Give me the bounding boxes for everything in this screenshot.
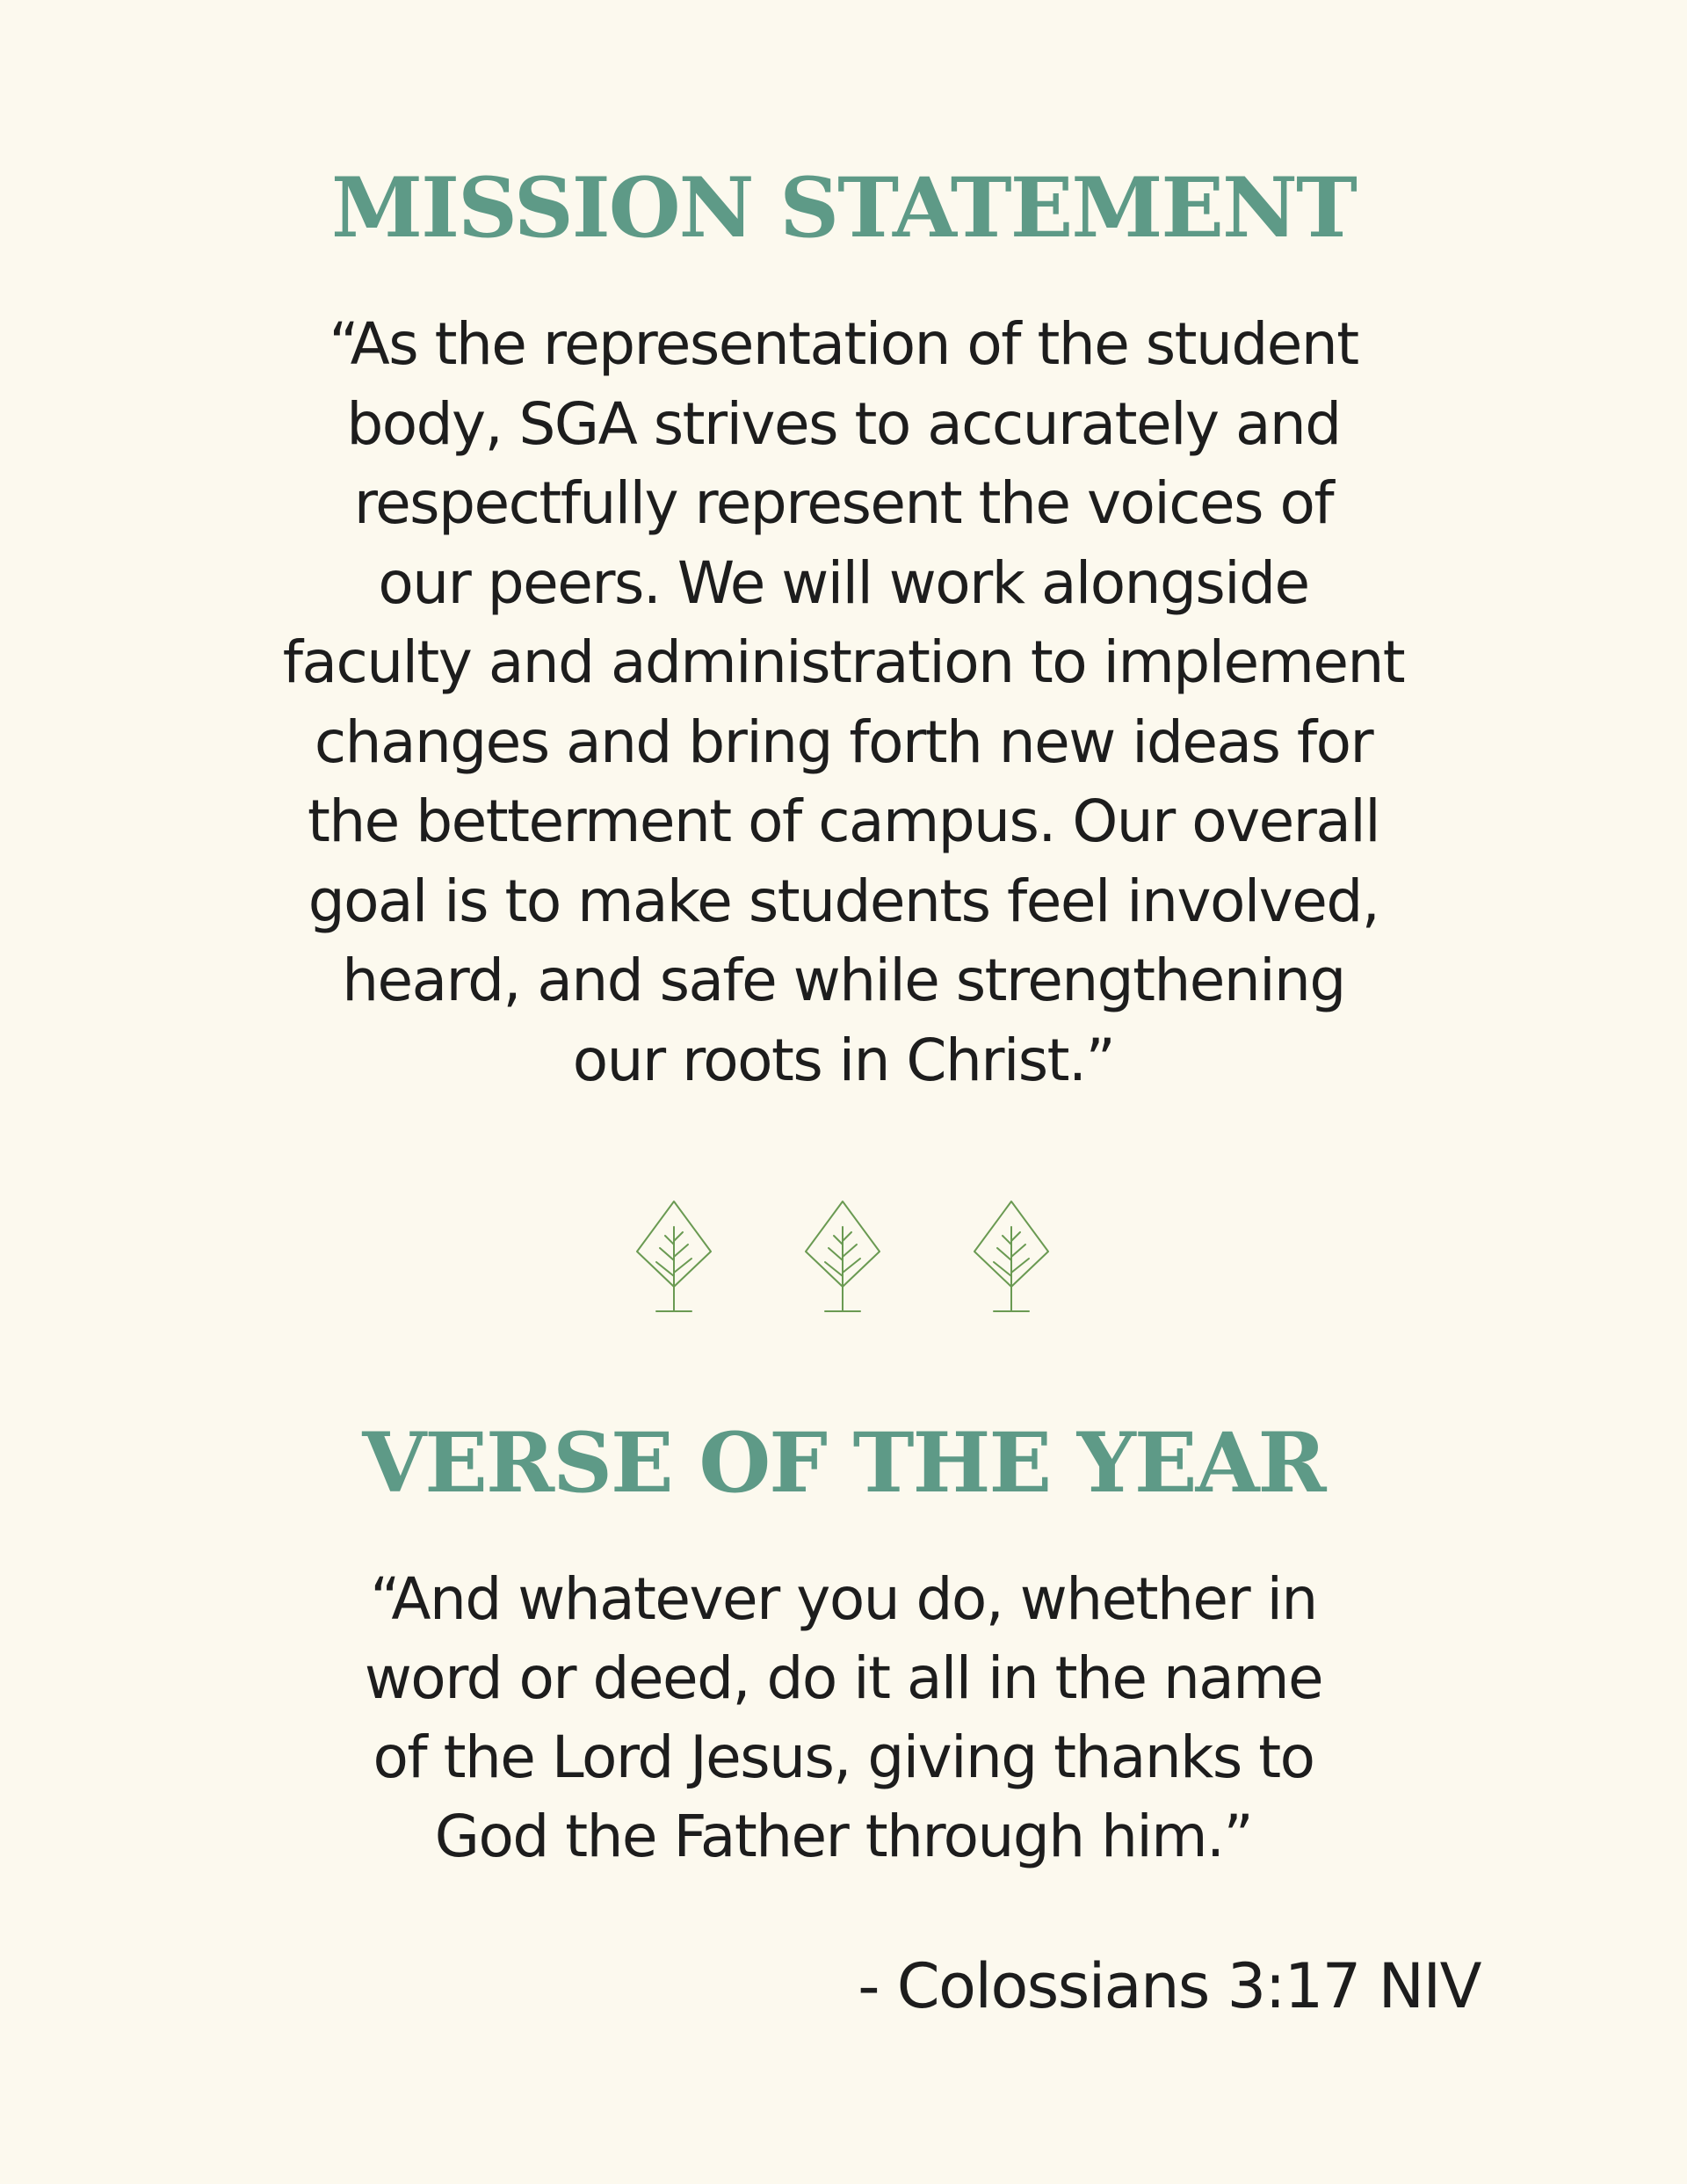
mission-line: the betterment of campus. Our overall: [307, 787, 1380, 855]
tree-divider: [0, 1199, 1687, 1315]
mission-statement-text: [0, 305, 1687, 1100]
mission-line: our roots in Christ.”: [572, 1026, 1115, 1094]
verse-line: word or deed, do it all in the name: [364, 1644, 1323, 1712]
mission-line: changes and bring forth new ideas for: [314, 707, 1373, 776]
verse-line: God the Father through him.”: [434, 1803, 1253, 1870]
tree-icon: [802, 1199, 883, 1315]
mission-line: “As the representation of the student: [329, 310, 1358, 378]
tree-icon: [971, 1199, 1052, 1315]
verse-text: [0, 1560, 1687, 1876]
mission-line: faculty and administration to implement: [282, 628, 1405, 696]
mission-line: our peers. We will work alongside: [378, 548, 1309, 617]
mission-line: goal is to make students feel involved,: [308, 867, 1379, 935]
verse-citation: - Colossians 3:17 NIV: [858, 1950, 1481, 2022]
tree-icon: [634, 1199, 714, 1315]
verse-line: of the Lord Jesus, giving thanks to: [373, 1723, 1314, 1791]
verse-line: “And whatever you do, whether in: [370, 1565, 1317, 1633]
mission-statement-heading: MISSION STATEMENT: [331, 160, 1356, 257]
verse-of-the-year-heading: VERSE OF THE YEAR: [362, 1415, 1325, 1512]
mission-line: body, SGA strives to accurately and: [346, 389, 1341, 458]
mission-line: respectfully represent the voices of: [353, 469, 1334, 537]
mission-line: heard, and safe while strengthening: [342, 947, 1345, 1014]
